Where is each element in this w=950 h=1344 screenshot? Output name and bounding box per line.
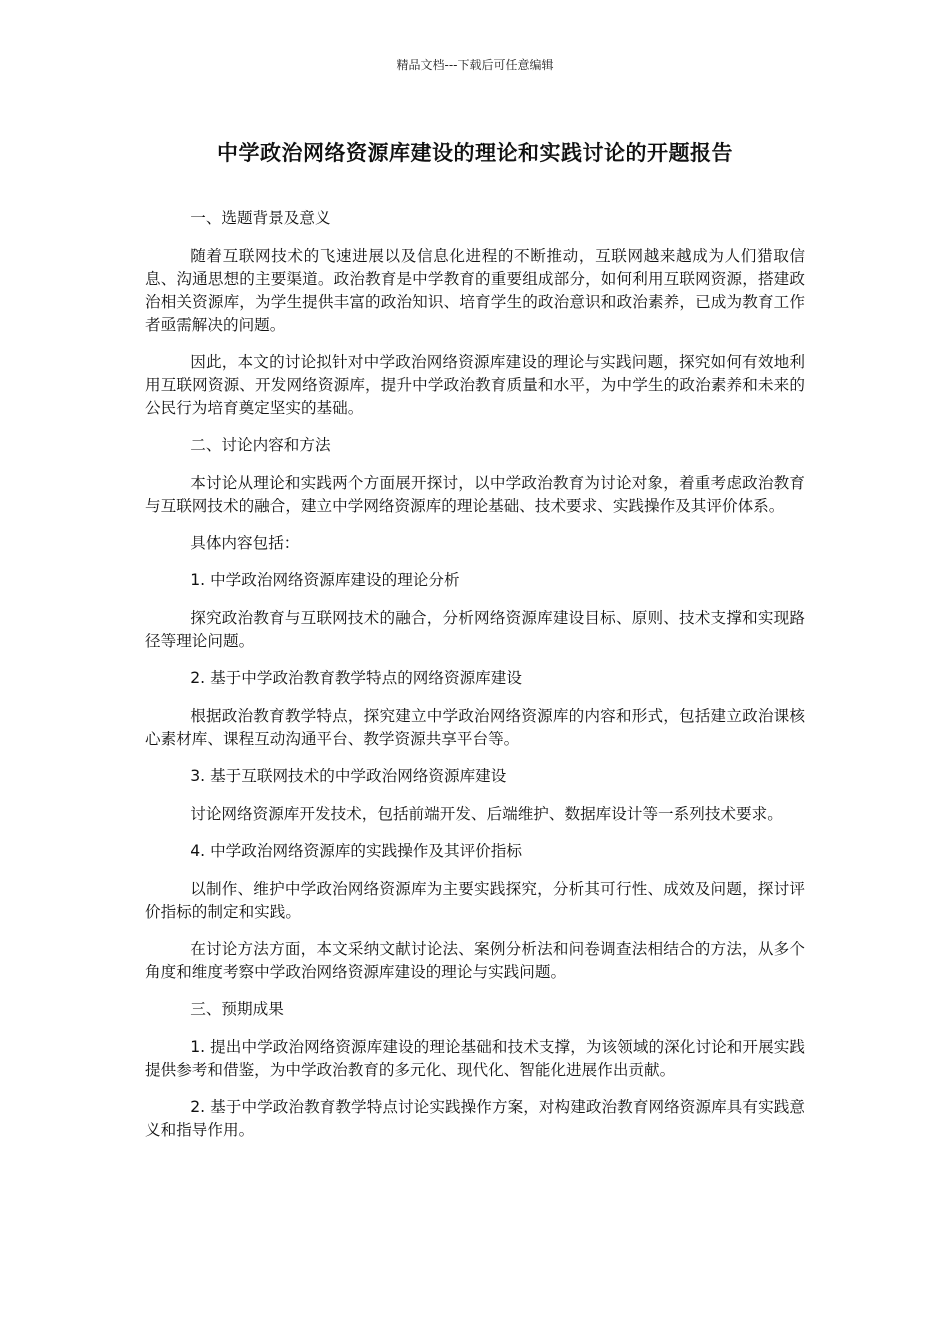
document-body — [145, 207, 805, 1156]
list-item-title-3: 3. 基于互联网技术的中学政治网络资源库建设 — [190, 767, 507, 785]
paragraph: 在讨论方法方面，本文采纳文献讨论法、案例分析法和问卷调查法相结合的方法，从多个角度和维度考察中学政治网络资源库建设的理论与实践问题。 — [145, 940, 805, 981]
list-item-text-4: 以制作、维护中学政治网络资源库为主要实践探究，分析其可行性、成效及问题，探讨评价指标的制定和实践。 — [145, 880, 805, 921]
header-note: 精品文档---下载后可任意编辑 — [396, 58, 554, 72]
paragraph: 随着互联网技术的飞速进展以及信息化进程的不断推动，互联网越来越成为人们猎取信息、沟通思想的主要渠道。政治教育是中学教育的重要组成部分，如何利用互联网资源，搭建政治相关资源库，为学生提供丰富的政治知识、培育学生的政治意识和政治素养，已成为教育工作者亟需解决的问题。 — [145, 247, 805, 334]
list-item-text-2: 根据政治教育教学特点，探究建立中学政治网络资源库的内容和形式，包括建立政治课核心素材库、课程互动沟通平台、教学资源共享平台等。 — [145, 707, 805, 748]
list-item-text-1: 探究政治教育与互联网技术的融合，分析网络资源库建设目标、原则、技术支撑和实现路径等理论问题。 — [145, 609, 805, 650]
list-item-title-4: 4. 中学政治网络资源库的实践操作及其评价指标 — [190, 842, 522, 860]
paragraph: 本讨论从理论和实践两个方面展开探讨，以中学政治教育为讨论对象，着重考虑政治教育与互联网技术的融合，建立中学网络资源库的理论基础、技术要求、实践操作及其评价体系。 — [145, 474, 805, 515]
document-title: 中学政治网络资源库建设的理论和实践讨论的开题报告 — [217, 141, 733, 165]
list-item-title-2: 2. 基于中学政治教育教学特点的网络资源库建设 — [190, 669, 522, 687]
list-item-title-1: 1. 中学政治网络资源库建设的理论分析 — [190, 571, 460, 589]
paragraph: 具体内容包括： — [190, 534, 300, 552]
expected-result-2: 2. 基于中学政治教育教学特点讨论实践操作方案，对构建政治教育网络资源库具有实践意义和指导作用。 — [145, 1098, 805, 1139]
section-heading-expected-results: 三、预期成果 — [190, 1000, 284, 1018]
section-heading-background: 一、选题背景及意义 — [190, 209, 331, 227]
paragraph: 因此，本文的讨论拟针对中学政治网络资源库建设的理论与实践问题，探究如何有效地利用互联网资源、开发网络资源库，提升中学政治教育质量和水平，为中学生的政治素养和未来的公民行为培育奠定坚实的基础。 — [145, 353, 805, 417]
list-item-text-3: 讨论网络资源库开发技术，包括前端开发、后端维护、数据库设计等一系列技术要求。 — [190, 805, 783, 823]
expected-result-1: 1. 提出中学政治网络资源库建设的理论基础和技术支撑，为该领域的深化讨论和开展实践提供参考和借鉴，为中学政治教育的多元化、现代化、智能化进展作出贡献。 — [145, 1038, 805, 1079]
section-heading-content-methods: 二、讨论内容和方法 — [190, 436, 331, 454]
